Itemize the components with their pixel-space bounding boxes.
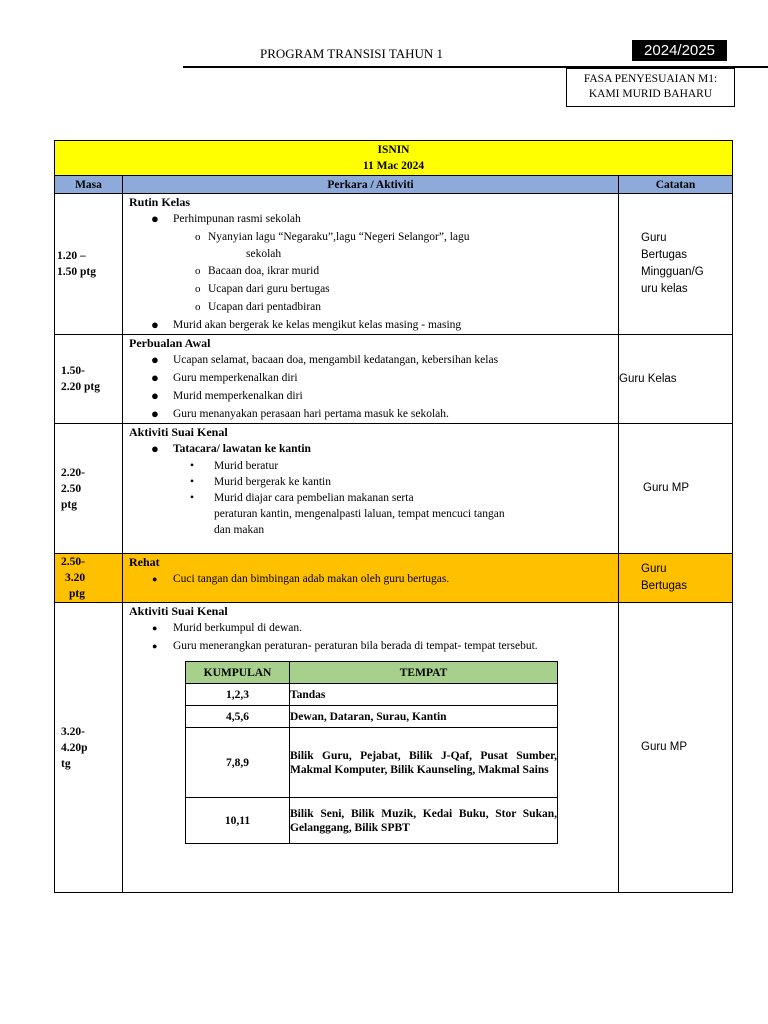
list-item: ● Murid memperkenalkan diri <box>129 387 618 405</box>
schedule-table <box>54 140 733 893</box>
masa-cell <box>55 603 123 893</box>
column-header-masa: Masa <box>55 176 123 194</box>
activity-title: Perbualan Awal <box>129 336 211 350</box>
catatan-cell <box>619 194 733 335</box>
kumpulan-cell: 10,11 <box>186 798 290 844</box>
catatan-text: Bertugas <box>641 580 688 592</box>
tempat-cell: Dewan, Dataran, Surau, Kantin <box>290 706 558 728</box>
catatan-cell <box>619 554 733 603</box>
list-item: ● Tatacara/ lawatan ke kantin <box>129 440 618 458</box>
catatan-text: Guru MP <box>643 482 690 494</box>
fasa-line-2: KAMI MURID BAHARU <box>588 88 713 100</box>
catatan-cell <box>619 603 733 893</box>
catatan-text: Bertugas <box>641 249 688 261</box>
fasa-line-1: FASA PENYESUAIAN M1: <box>583 73 718 85</box>
masa-text: ptg <box>61 498 77 511</box>
kumpulan-header: KUMPULAN <box>186 662 290 684</box>
masa-text: 3.20- <box>61 725 85 738</box>
list-item: ● Guru menanyakan perasaan hari pertama masuk ke sekolah. <box>129 405 618 423</box>
document-title: PROGRAM TRANSISI TAHUN 1 <box>260 46 444 61</box>
masa-text: 1.50 ptg <box>57 266 96 278</box>
list-item: • Murid beratur <box>129 458 618 474</box>
table-row <box>55 194 733 335</box>
masa-text: 2.50- <box>61 556 85 568</box>
masa-text: 2.20- <box>61 466 85 479</box>
list-item-continuation: peraturan kantin, mengenalpasti laluan, tempat mencuci tangan <box>214 508 505 520</box>
list-item: ● Ucapan selamat, bacaan doa, mengambil kedatangan, kebersihan kelas <box>129 351 618 369</box>
tempat-cell: Tandas <box>290 684 558 706</box>
day-date: 11 Mac 2024 <box>362 160 425 172</box>
masa-text: ptg <box>69 588 85 600</box>
masa-text: 1.20 – <box>57 250 86 262</box>
list-item-continuation: sekolah <box>246 248 282 260</box>
catatan-text: uru kelas <box>641 283 688 295</box>
list-item-continuation: dan makan <box>214 524 265 536</box>
masa-text: tg <box>61 757 71 770</box>
catatan-text: Guru MP <box>641 741 688 753</box>
table-row <box>186 684 558 706</box>
kumpulan-cell: 7,8,9 <box>186 728 290 798</box>
table-row <box>55 554 733 603</box>
catatan-cell <box>619 335 733 424</box>
table-row <box>55 424 733 554</box>
list-item: ● Guru memperkenalkan diri <box>129 369 618 387</box>
masa-cell <box>55 335 123 424</box>
table-row <box>186 706 558 728</box>
kumpulan-table <box>185 661 558 844</box>
activity-title: Rehat <box>129 555 160 569</box>
list-item: ● Murid berkumpul di dewan. <box>129 619 618 637</box>
list-item: ● Cuci tangan dan bimbingan adab makan oleh guru bertugas. <box>129 570 618 588</box>
catatan-cell <box>619 424 733 554</box>
table-row <box>55 335 733 424</box>
activity-cell <box>123 335 619 424</box>
masa-cell <box>55 424 123 554</box>
activity-cell <box>123 424 619 554</box>
table-row <box>55 603 733 893</box>
activity-title: Aktiviti Suai Kenal <box>129 425 228 439</box>
table-row <box>186 728 558 798</box>
activity-title: Rutin Kelas <box>129 195 191 209</box>
catatan-text: Guru Kelas <box>619 372 677 385</box>
table-row <box>186 798 558 844</box>
list-item: • Murid bergerak ke kantin <box>129 474 618 490</box>
masa-cell <box>55 194 123 335</box>
list-item: o Bacaan doa, ikrar murid <box>129 262 618 280</box>
catatan-text: Mingguan/G <box>641 266 704 278</box>
masa-text: 4.20p <box>61 741 88 754</box>
activity-cell <box>123 554 619 603</box>
fasa-box <box>566 68 735 107</box>
list-item: o Ucapan dari guru bertugas <box>129 280 618 298</box>
column-header-aktiviti: Perkara / Aktiviti <box>123 176 619 194</box>
masa-text: 2.50 <box>61 482 82 495</box>
year-badge: 2024/2025 <box>632 40 727 61</box>
masa-text: 1.50- <box>61 365 85 377</box>
activity-title: Aktiviti Suai Kenal <box>129 604 228 618</box>
list-item: • Murid diajar cara pembelian makanan serta <box>129 490 618 506</box>
activity-cell <box>123 603 619 893</box>
list-item: o Ucapan dari pentadbiran <box>129 298 618 316</box>
catatan-text: Guru <box>641 563 667 575</box>
kumpulan-cell: 1,2,3 <box>186 684 290 706</box>
catatan-text: Guru <box>641 232 667 244</box>
day-name: ISNIN <box>377 144 410 156</box>
masa-cell <box>55 554 123 603</box>
list-item: ● Perhimpunan rasmi sekolah <box>129 210 618 228</box>
activity-cell <box>123 194 619 335</box>
list-item: ● Murid akan bergerak ke kelas mengikut kelas masing - masing <box>129 316 618 334</box>
tempat-cell: Bilik Guru, Pejabat, Bilik J-Qaf, Pusat Sumber, Makmal Komputer, Bilik Kaunseling, Makmal Sains <box>290 728 558 798</box>
kumpulan-cell: 4,5,6 <box>186 706 290 728</box>
tempat-header: TEMPAT <box>290 662 558 684</box>
tempat-cell: Bilik Seni, Bilik Muzik, Kedai Buku, Stor Sukan, Gelanggang, Bilik SPBT <box>290 798 558 844</box>
masa-text: 3.20 <box>65 572 86 584</box>
day-header <box>55 141 733 176</box>
masa-text: 2.20 ptg <box>61 381 100 393</box>
column-header-catatan: Catatan <box>619 176 733 194</box>
list-item: ● Guru menerangkan peraturan- peraturan bila berada di tempat- tempat tersebut. <box>129 637 618 655</box>
list-item: o Nyanyian lagu “Negaraku”,lagu “Negeri Selangor”, lagu <box>129 228 618 246</box>
